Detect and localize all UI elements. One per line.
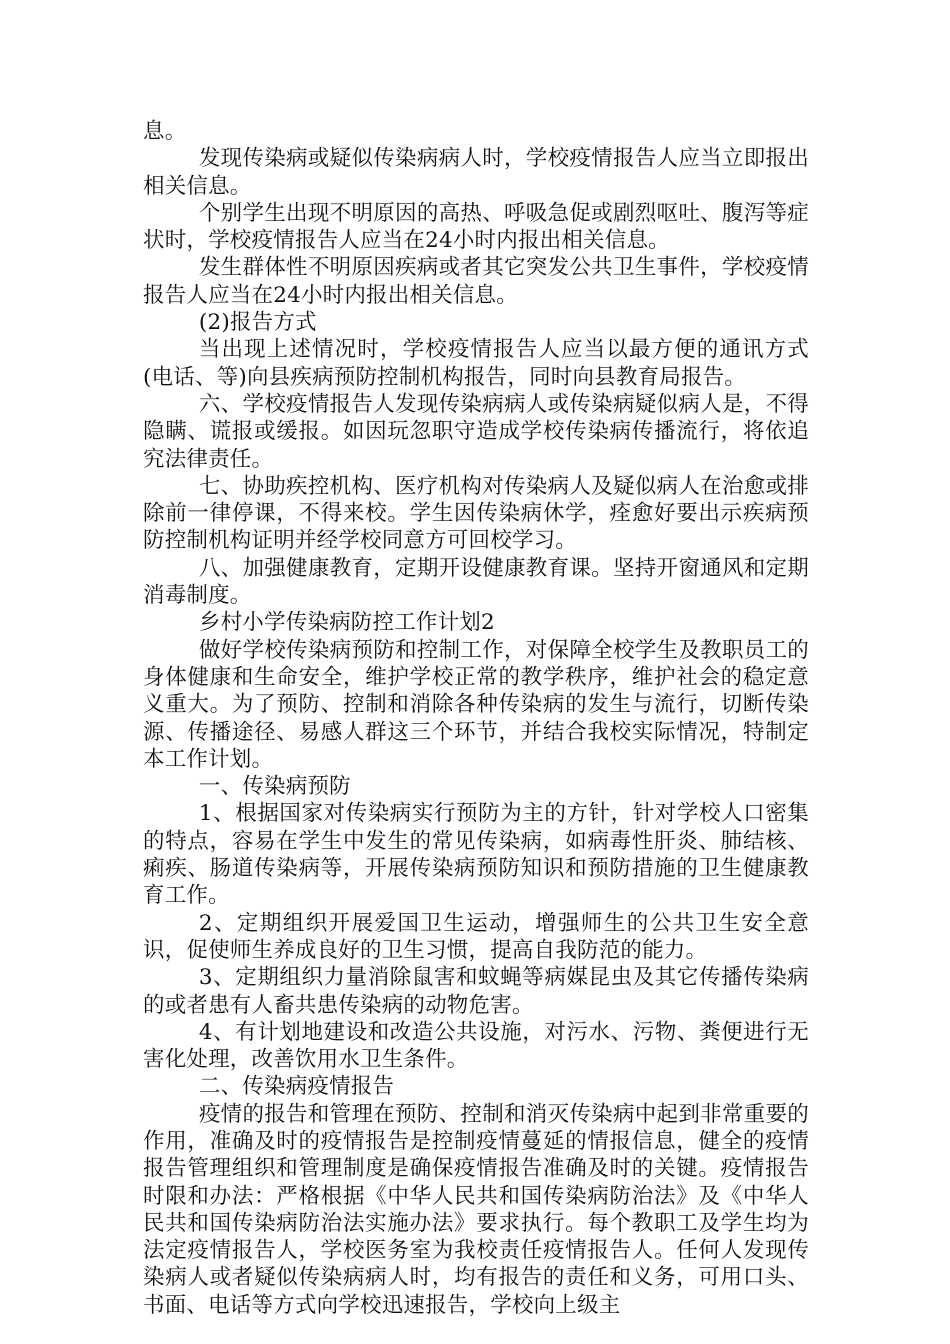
- paragraph-prevention-3: 3、定期组织力量消除鼠害和蚊蝇等病媒昆虫及其它传播传染病的或者患有人畜共患传染病的动物危害。: [143, 965, 809, 1018]
- paragraph-plan-intro: 做好学校传染病预防和控制工作，对保障全校学生及教职员工的身体健康和生命安全，维护学校正常的教学秩序，维护社会的稳定意义重大。为了预防、控制和消除各种传染病的发生与流行，切断传染源、传播途径、易感人群这三个环节，并结合我校实际情况，特制定本工作计划。: [143, 637, 809, 772]
- paragraph-continuation: 息。: [143, 119, 187, 144]
- plan-title: 乡村小学传染病防控工作计划2: [198, 610, 495, 636]
- paragraph-epidemic-report: 疫情的报告和管理在预防、控制和消灭传染病中起到非常重要的作用，准确及时的疫情报告是控制疫情蔓延的情报信息，健全的疫情报告管理组织和管理制度是确保疫情报告准确及时的关键。疫情报告时限和办法：严格根据《中华人民共和国传染病防治法》及《中华人民共和国传染病防治法实施办法》要求执行。每个教职工及学生均为法定疫情报告人，学校医务室为我校责任疫情报告人。任何人发现传染病人或者疑似传染病病人时，均有报告的责任和义务，可用口头、书面、电话等方式向学校迅速报告，学校向上级主: [143, 1101, 809, 1318]
- paragraph-group-events: 发生群体性不明原因疾病或者其它突发公共卫生事件，学校疫情报告人应当在24小时内报出相关信息。: [143, 255, 809, 308]
- paragraph-report-immediately: 发现传染病或疑似传染病病人时，学校疫情报告人应当立即报出相关信息。: [143, 146, 809, 199]
- paragraph-individual-symptoms: 个别学生出现不明原因的高热、呼吸急促或剧烈呕吐、腹泻等症状时，学校疫情报告人应当在24小时内报出相关信息。: [143, 200, 809, 254]
- section-heading-prevention: 一、传染病预防: [198, 774, 351, 800]
- paragraph-prevention-1: 1、根据国家对传染病实行预防为主的方针，针对学校人口密集的特点，容易在学生中发生的常见传染病，如病毒性肝炎、肺结核、痢疾、肠道传染病等，开展传染病预防知识和预防措施的卫生健康教育工作。: [143, 801, 809, 909]
- paragraph-item-six: 六、学校疫情报告人发现传染病病人或传染病疑似病人是，不得隐瞒、谎报或缓报。如因玩忽职守造成学校传染病传播流行，将依追究法律责任。: [143, 391, 809, 472]
- paragraph-report-channel: 当出现上述情况时，学校疫情报告人应当以最方便的通讯方式(电话、等)向县疾病预防控制机构报告，同时向县教育局报告。: [143, 337, 809, 390]
- paragraph-prevention-2: 2、定期组织开展爱国卫生运动，增强师生的公共卫生安全意识，促使师生养成良好的卫生习惯，提高自我防范的能力。: [143, 910, 809, 963]
- paragraph-item-eight: 八、加强健康教育，定期开设健康教育课。坚持开窗通风和定期消毒制度。: [143, 555, 809, 609]
- document-page: [143, 118, 809, 1319]
- paragraph-item-seven: 七、协助疾控机构、医疗机构对传染病人及疑似病人在治愈或排除前一律停课，不得来校。学生因传染病休学，痊愈好要出示疾病预防控制机构证明并经学校同意方可回校学习。: [143, 473, 809, 554]
- section-heading-report-method: (2)报告方式: [198, 310, 317, 336]
- section-heading-epidemic-report: 二、传染病疫情报告: [198, 1074, 395, 1100]
- paragraph-prevention-4: 4、有计划地建设和改造公共设施，对污水、污物、粪便进行无害化处理，改善饮用水卫生条件。: [143, 1019, 809, 1073]
